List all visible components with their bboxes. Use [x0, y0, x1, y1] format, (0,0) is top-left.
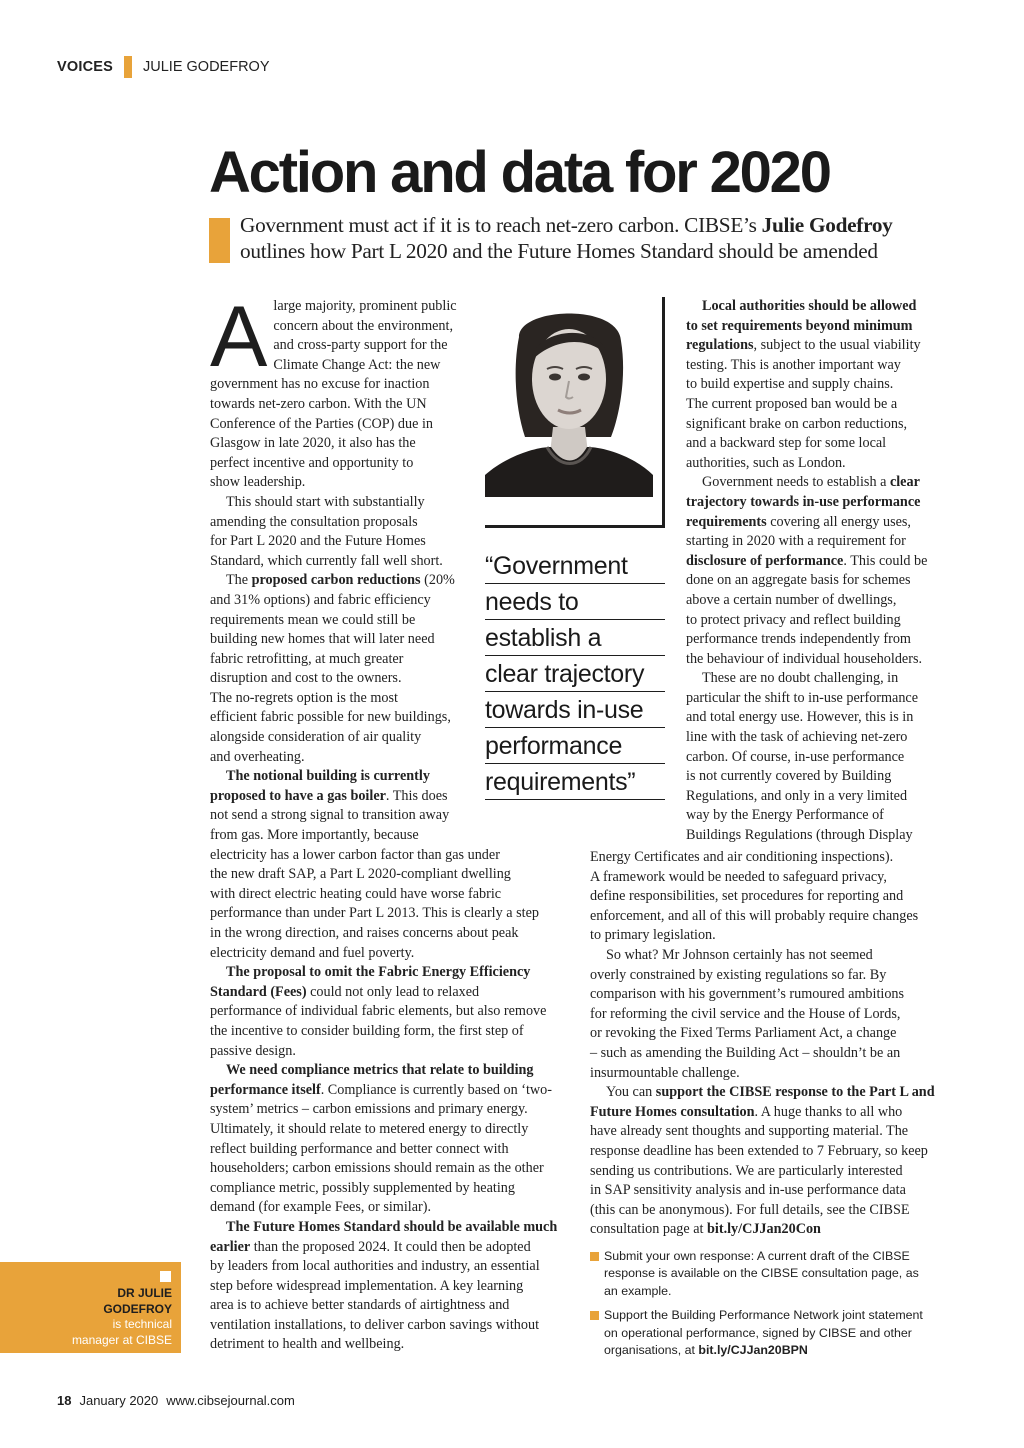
- body-line: We need compliance metrics that relate to building: [226, 1062, 534, 1079]
- pull-quote-line: “Government: [485, 548, 665, 584]
- body-line: show leadership.: [210, 474, 306, 491]
- body-line: This should start with substantially: [226, 493, 425, 510]
- body-line: The Future Homes Standard should be available much: [226, 1218, 558, 1235]
- bpn-link[interactable]: bit.ly/CJJan20BPN: [698, 1343, 808, 1358]
- white-square-icon: [160, 1271, 171, 1282]
- website-link[interactable]: www.cibsejournal.com: [166, 1393, 295, 1408]
- bullet-square-icon: [590, 1252, 599, 1261]
- body-line: comparison with his government’s rumoured ambitions: [590, 986, 905, 1003]
- article-title: Action and data for 2020: [209, 140, 830, 205]
- body-line: The no-regrets option is the most: [210, 689, 398, 706]
- body-line: (this can be anonymous). For full details, see the CIBSE: [590, 1201, 910, 1218]
- body-line: reflect building performance and better connect with: [210, 1140, 509, 1157]
- body-line: requirements covering all energy uses,: [686, 513, 911, 530]
- body-line: Government needs to establish a clear: [702, 474, 920, 491]
- body-line: householders; carbon emissions should remain as the other: [210, 1160, 544, 1177]
- body-line: overly constrained by existing regulations so far. By: [590, 966, 887, 983]
- body-line: way by the Energy Performance of: [686, 807, 884, 824]
- body-column-2: [686, 297, 936, 846]
- body-line: detriment to health and wellbeing.: [210, 1336, 405, 1353]
- body-line: sending us contributions. We are particularly interested: [590, 1162, 903, 1179]
- body-line: authorities, such as London.: [686, 454, 846, 471]
- body-line: towards net-zero carbon. With the UN: [210, 395, 427, 412]
- author-role: manager at CIBSE: [71, 1332, 172, 1347]
- pull-quote: [485, 548, 665, 800]
- body-line: above a certain number of dwellings,: [686, 591, 897, 608]
- body-line: have already sent thoughts and supporting material. The: [590, 1123, 909, 1140]
- body-line: from gas. More importantly, because: [210, 827, 419, 844]
- body-line: and 31% options) and fabric efficiency: [210, 591, 431, 608]
- body-line: carbon. Of course, in-use performance: [686, 748, 905, 765]
- header-author: JULIE GODEFROY: [143, 59, 270, 75]
- body-line: The proposed carbon reductions (20%: [226, 572, 455, 589]
- body-line: earlier than the proposed 2024. It could then be adopted: [210, 1238, 531, 1255]
- body-line: with direct electric heating could have worse fabric: [210, 885, 502, 902]
- body-line: proposed to have a gas boiler. This does: [210, 787, 448, 804]
- action-bullets: [590, 1248, 950, 1366]
- body-line: and total energy use. However, this is in: [686, 709, 914, 726]
- standfirst-author: Julie Godefroy: [761, 213, 893, 237]
- body-line: Regulations, and only in a very limited: [686, 787, 908, 804]
- pull-quote-line: performance: [485, 728, 665, 764]
- photo-frame-rule: [662, 297, 665, 528]
- body-line: Ultimately, it should relate to metered energy to directly: [210, 1120, 529, 1137]
- pull-quote-line: clear trajectory: [485, 656, 665, 692]
- body-line: fabric retrofitting, at much greater: [210, 650, 404, 667]
- body-line: These are no doubt challenging, in: [702, 670, 899, 687]
- body-line: Standard (Fees) could not only lead to relaxed: [210, 983, 480, 1000]
- body-line: performance itself. Compliance is currently based on ‘two-: [210, 1081, 552, 1098]
- body-line: the behaviour of individual householders.: [686, 650, 923, 667]
- body-line: disclosure of performance. This could be: [686, 552, 928, 569]
- body-line: requirements mean we could still be: [210, 611, 416, 628]
- body-line: The notional building is currently: [226, 768, 430, 785]
- body-line: government has no excuse for inaction: [210, 376, 430, 393]
- body-line: disruption and cost to the owners.: [210, 670, 402, 687]
- portrait-icon: [485, 297, 653, 497]
- body-line: trajectory towards in-use performance: [686, 493, 921, 510]
- body-line: in SAP sensitivity analysis and in-use performance data: [590, 1182, 906, 1199]
- body-line: enforcement, and all of this will probably require changes: [590, 907, 919, 924]
- body-line: is not currently covered by Building: [686, 768, 892, 785]
- body-line: Glasgow in late 2020, it also has the: [210, 435, 416, 452]
- body-line: for reforming the civil service and the House of Lords,: [590, 1005, 901, 1022]
- pull-quote-line: towards in-use: [485, 692, 665, 728]
- body-line: area is to achieve better standards of airtightness and: [210, 1297, 510, 1314]
- body-line: to protect privacy and reflect building: [686, 611, 901, 628]
- standfirst: [240, 212, 960, 264]
- page-footer: [57, 1393, 295, 1408]
- body-line: to primary legislation.: [590, 927, 716, 944]
- body-line: to set requirements beyond minimum: [686, 317, 913, 334]
- header-accent-bar: [124, 56, 132, 78]
- body-line: regulations, subject to the usual viability: [686, 337, 921, 354]
- body-line: particular the shift to in-use performance: [686, 689, 919, 706]
- standfirst-line: outlines how Part L 2020 and the Future Homes Standard should be amended: [240, 239, 878, 263]
- body-line: in the wrong direction, and raises concerns about peak: [210, 925, 519, 941]
- body-line: performance trends independently from: [686, 631, 911, 648]
- body-line: the incentive to consider building form, the first step of: [210, 1022, 524, 1039]
- body-line: define responsibilities, set procedures for reporting and: [590, 888, 904, 905]
- drop-cap: A: [210, 289, 268, 385]
- body-line: and a backward step for some local: [686, 435, 887, 452]
- body-line: efficient fabric possible for new buildings,: [210, 709, 451, 726]
- author-photo: [485, 297, 653, 497]
- body-line: line with the task of achieving net-zero: [686, 729, 908, 746]
- body-line: large majority, prominent public: [273, 298, 457, 314]
- issue-date: January 2020: [79, 1393, 159, 1408]
- body-line: and overheating.: [210, 748, 305, 765]
- body-line: demand (for example Fees, or similar).: [210, 1199, 432, 1216]
- section-label: VOICES: [57, 59, 113, 75]
- photo-frame-rule: [485, 525, 665, 528]
- body-line: Future Homes consultation. A huge thanks to all who: [590, 1103, 903, 1120]
- body-line: the new draft SAP, a Part L 2020-compliant dwelling: [210, 866, 511, 883]
- body-line: building new homes that will later need: [210, 631, 435, 648]
- body-line: for Part L 2020 and the Future Homes: [210, 533, 426, 550]
- author-name: GODEFROY: [103, 1301, 172, 1316]
- body-line: electricity demand and fuel poverty.: [210, 944, 415, 961]
- body-line: performance than under Part L 2013. This is clearly a step: [210, 905, 539, 922]
- body-line: So what? Mr Johnson certainly has not seemed: [606, 946, 873, 963]
- standfirst-text: Government must act if it is to reach net-zero carbon. CIBSE’s: [240, 213, 762, 237]
- body-line: consultation page at bit.ly/CJJan20Con: [590, 1221, 821, 1238]
- body-line: concern about the environment,: [273, 317, 454, 334]
- standfirst-accent-bar: [209, 218, 230, 263]
- author-name: DR JULIE: [117, 1286, 172, 1300]
- body-line: compliance metric, possibly supplemented by heating: [210, 1179, 515, 1196]
- body-line: not send a strong signal to transition away: [210, 807, 450, 824]
- author-role: is technical: [112, 1317, 172, 1331]
- running-header: [57, 56, 270, 78]
- list-item: Support the Building Performance Network joint statement on operational performance, signed by CIBSE and other organisations, at bit.ly/CJJan20BPN: [590, 1307, 950, 1359]
- body-line: The proposal to omit the Fabric Energy Efficiency: [226, 964, 531, 981]
- body-line: amending the consultation proposals: [210, 513, 418, 530]
- body-line: A framework would be needed to safeguard privacy,: [590, 868, 887, 885]
- body-line: alongside consideration of air quality: [210, 729, 422, 746]
- body-line: Buildings Regulations (through Display: [686, 827, 913, 844]
- body-line: perfect incentive and opportunity to: [210, 454, 414, 471]
- body-line: testing. This is another important way: [686, 356, 901, 373]
- pull-quote-line: needs to: [485, 584, 665, 620]
- body-line: insurmountable challenge.: [590, 1064, 740, 1081]
- consultation-link[interactable]: bit.ly/CJJan20Con: [707, 1221, 821, 1238]
- pull-quote-line: requirements”: [485, 764, 665, 800]
- body-line: by leaders from local authorities and industry, an essential: [210, 1258, 540, 1275]
- body-line: passive design.: [210, 1042, 296, 1059]
- list-item: Submit your own response: A current draft of the CIBSE response is available on the CIBSE consultation page, as an example.: [590, 1248, 950, 1300]
- body-line: You can support the CIBSE response to the Part L and: [606, 1084, 935, 1101]
- body-line: or revoking the Fixed Terms Parliament Act, a change: [590, 1025, 897, 1042]
- body-line: The current proposed ban would be a: [686, 395, 898, 412]
- body-line: starting in 2020 with a requirement for: [686, 533, 906, 550]
- body-column-3: [590, 848, 950, 1240]
- body-line: Conference of the Parties (COP) due in: [210, 415, 433, 432]
- body-line: ventilation installations, to deliver carbon savings without: [210, 1316, 540, 1333]
- body-line: Climate Change Act: the new: [273, 356, 441, 373]
- body-line: – such as amending the Building Act – shouldn’t be an: [590, 1044, 901, 1061]
- body-line: to build expertise and supply chains.: [686, 376, 894, 393]
- author-box: [0, 1262, 181, 1353]
- bullet-square-icon: [590, 1311, 599, 1320]
- body-line: and cross-party support for the: [273, 337, 448, 354]
- body-line: step before widespread implementation. A key learning: [210, 1277, 524, 1294]
- page-number: 18: [57, 1393, 72, 1408]
- pull-quote-line: establish a: [485, 620, 665, 656]
- body-line: significant brake on carbon reductions,: [686, 415, 908, 432]
- body-line: system’ metrics – carbon emissions and primary energy.: [210, 1101, 528, 1118]
- body-line: Local authorities should be allowed: [702, 298, 917, 314]
- body-line: done on an aggregate basis for schemes: [686, 572, 911, 589]
- body-line: Energy Certificates and air conditioning inspections).: [590, 849, 894, 865]
- body-line: electricity has a lower carbon factor than gas under: [210, 846, 500, 863]
- body-line: Standard, which currently fall well short.: [210, 552, 443, 569]
- body-line: response deadline has been extended to 7 February, so keep: [590, 1142, 928, 1159]
- body-line: performance of individual fabric elements, but also remove: [210, 1003, 547, 1020]
